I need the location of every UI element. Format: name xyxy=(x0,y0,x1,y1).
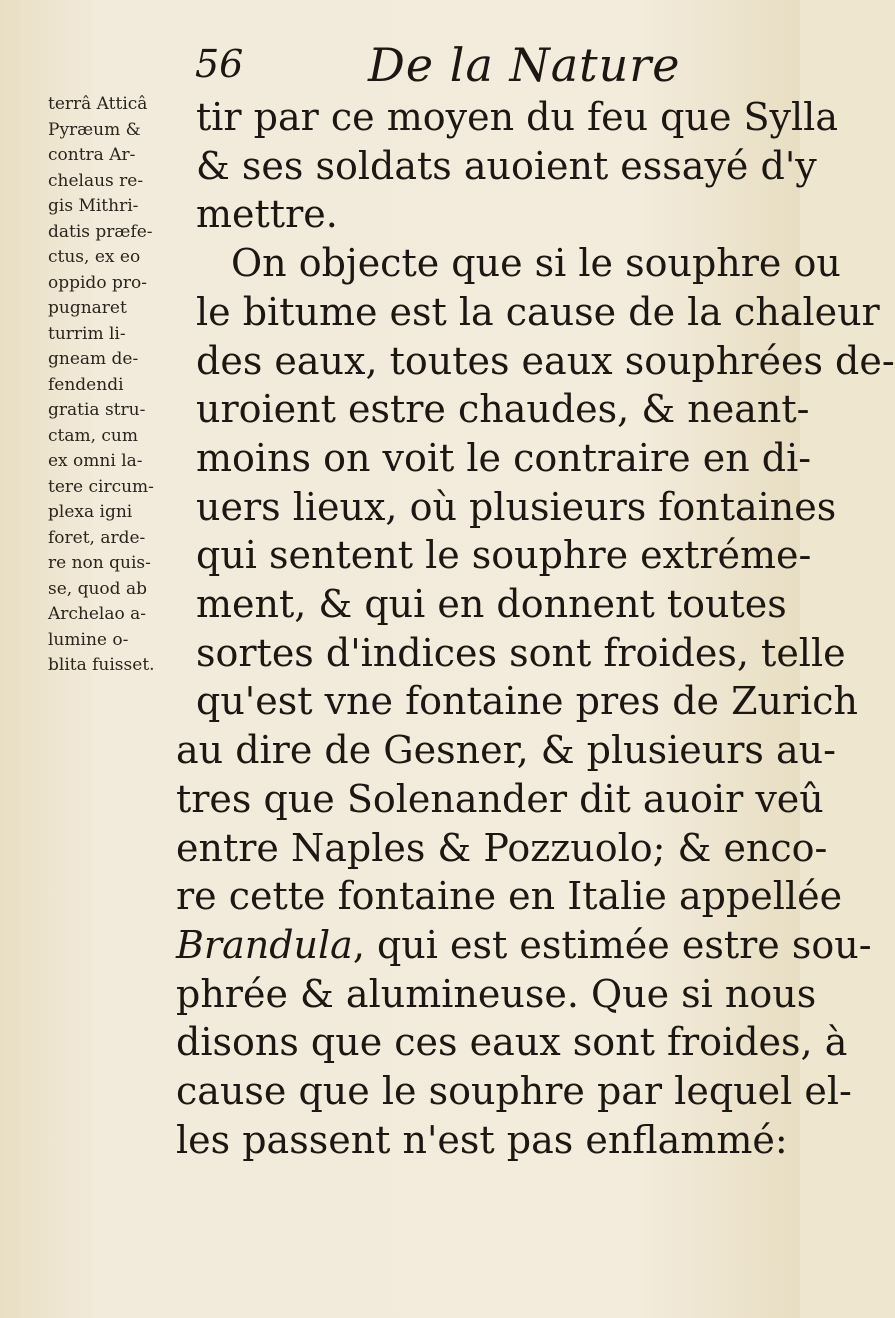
text-line: les passent n'est pas enflammé: xyxy=(176,1117,788,1162)
margin-note-line: plexa igni xyxy=(48,502,133,522)
margin-note-line: foret, arde- xyxy=(48,527,146,548)
text-line: moins on voit le contraire en di- xyxy=(196,435,812,480)
margin-note-line: Pyræum & xyxy=(48,119,141,140)
text-line: qui sentent le souphre extréme- xyxy=(196,533,812,578)
margin-note-line: datis præfe- xyxy=(48,221,153,242)
text-line: uers lieux, où plusieurs fontaines xyxy=(196,484,837,529)
text-line: & ses soldats auoient essayé d'y xyxy=(196,143,817,188)
margin-note-line: lumine o- xyxy=(48,629,129,650)
margin-note-line: ctus, ex eo xyxy=(48,247,141,267)
text-line: des eaux, toutes eaux souphrées de- xyxy=(196,338,895,383)
text-line: le bitume est la cause de la chaleur xyxy=(196,289,880,334)
margin-note-line: turrim li- xyxy=(48,323,126,344)
text-line: qu'est vne fontaine pres de Zurich xyxy=(196,679,859,724)
margin-note xyxy=(48,92,188,679)
text-line-rest: , qui est estimée estre sou- xyxy=(352,922,872,967)
margin-note-line: gneam de- xyxy=(48,349,139,369)
page-number: 56 xyxy=(195,42,244,86)
text-line: sortes d'indices sont froides, telle xyxy=(196,630,846,675)
margin-note-line: terrâ Atticâ xyxy=(48,94,148,114)
running-head: De la Nature xyxy=(368,38,681,92)
text-line: disons que ces eaux sont froides, à xyxy=(176,1020,848,1065)
margin-note-line: gratia stru- xyxy=(48,400,146,420)
text-line: re cette fontaine en Italie appellée xyxy=(176,874,843,919)
margin-note-line: chelaus re- xyxy=(48,170,144,191)
text-line: On objecte que si le souphre ou xyxy=(231,241,841,286)
margin-note-line: fendendi xyxy=(48,374,124,395)
margin-note-line: pugnaret xyxy=(48,298,127,318)
margin-note-line: ex omni la- xyxy=(48,451,143,471)
text-line: mettre. xyxy=(196,192,338,237)
margin-note-line: Archelao a- xyxy=(48,604,147,624)
text-line-italic-name xyxy=(176,921,872,970)
margin-note-line: oppido pro- xyxy=(48,272,147,293)
text-line: phrée & alumineuse. Que si nous xyxy=(176,971,817,1016)
text-line: entre Naples & Pozzuolo; & enco- xyxy=(176,825,828,870)
text-line: cause que le souphre par lequel el- xyxy=(176,1069,852,1114)
italic-word: Brandula xyxy=(176,922,353,967)
margin-note-line: gis Mithri- xyxy=(48,196,139,216)
text-line: au dire de Gesner, & plusieurs au- xyxy=(176,728,836,773)
margin-note-line: contra Ar- xyxy=(48,145,136,165)
text-line: tres que Solenander dit auoir veû xyxy=(176,776,824,821)
margin-note-line: se, quod ab xyxy=(48,578,147,599)
text-line: ment, & qui en donnent toutes xyxy=(196,582,787,627)
margin-note-line: blita fuisset. xyxy=(48,655,155,675)
margin-note-line: ctam, cum xyxy=(48,425,139,446)
margin-note-line: re non quis- xyxy=(48,553,151,573)
margin-note-line: tere circum- xyxy=(48,476,154,497)
text-line: uroient estre chaudes, & neant- xyxy=(196,387,810,432)
main-text-block xyxy=(176,93,895,1164)
text-line: tir par ce moyen du feu que Sylla xyxy=(196,95,838,139)
